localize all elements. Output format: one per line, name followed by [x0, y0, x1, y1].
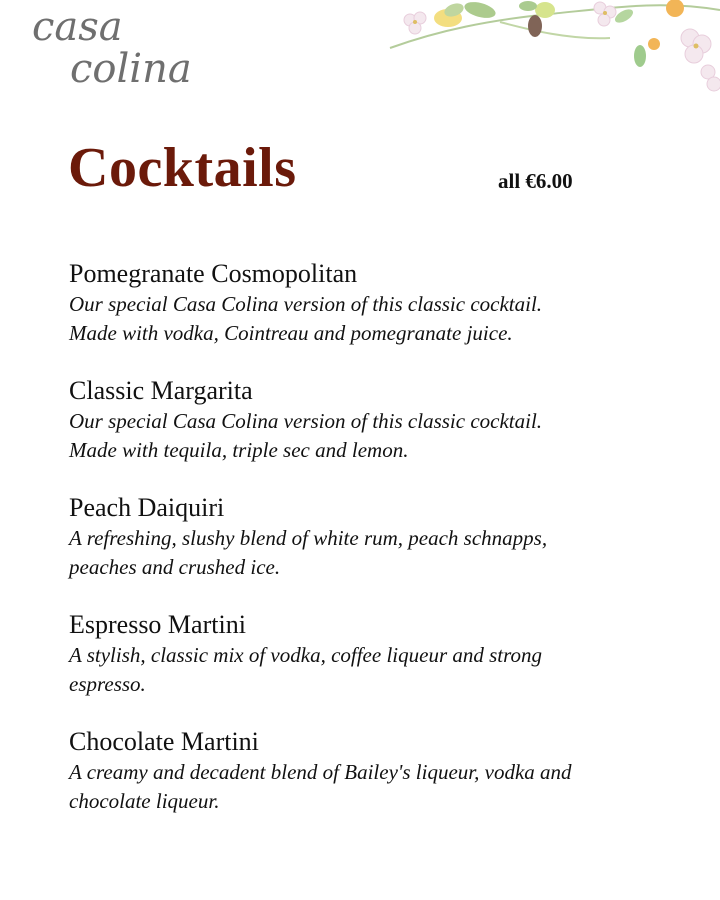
price-note: all €6.00 — [498, 169, 573, 193]
list-item — [69, 726, 689, 843]
item-description-line: peaches and crushed ice. — [69, 555, 281, 579]
item-name: Espresso Martini — [69, 610, 246, 639]
item-description-line: Made with vodka, Cointreau and pomegranate juice. — [69, 321, 513, 345]
item-name: Peach Daiquiri — [69, 493, 225, 522]
casa-colina-logo — [30, 2, 215, 94]
cocktail-list — [69, 258, 689, 843]
item-description-line: espresso. — [69, 672, 146, 696]
item-description-line: A creamy and decadent blend of Bailey's liqueur, vodka and — [69, 760, 572, 784]
item-description-line: Made with tequila, triple sec and lemon. — [69, 438, 409, 462]
svg-text:colina: colina — [70, 46, 192, 92]
list-item — [69, 375, 689, 492]
item-description-line: A refreshing, slushy blend of white rum, peach schnapps, — [69, 526, 548, 550]
floral-watercolor-decoration-icon — [380, 0, 720, 105]
item-name: Pomegranate Cosmopolitan — [69, 259, 358, 288]
list-item — [69, 258, 689, 375]
item-name: Classic Margarita — [69, 376, 253, 405]
item-description-line: Our special Casa Colina version of this classic cocktail. — [69, 409, 543, 433]
menu-title: Cocktails — [68, 137, 297, 199]
svg-text:casa: casa — [32, 4, 123, 50]
item-description-line: chocolate liqueur. — [69, 789, 220, 813]
list-item — [69, 492, 689, 609]
list-item — [69, 609, 689, 726]
item-name: Chocolate Martini — [69, 727, 259, 756]
item-description-line: A stylish, classic mix of vodka, coffee liqueur and strong — [69, 643, 543, 667]
item-description-line: Our special Casa Colina version of this classic cocktail. — [69, 292, 543, 316]
